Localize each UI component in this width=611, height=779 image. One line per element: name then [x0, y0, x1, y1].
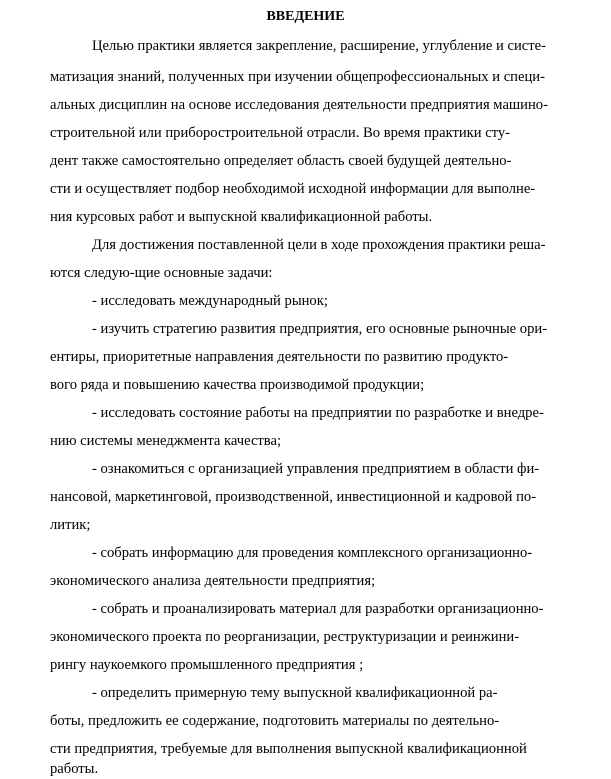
- text-line: Для достижения поставленной цели в ходе прохождения практики реша-: [92, 237, 546, 253]
- text-line: сти предприятия, требуемые для выполнения выпускной квалификационной: [50, 741, 527, 757]
- text-line: литик;: [50, 517, 91, 533]
- text-line: нансовой, маркетинговой, производственной, инвестиционной и кадровой по-: [50, 489, 537, 505]
- document-title: ВВЕДЕНИЕ: [266, 9, 345, 24]
- text-line: вого ряда и повышению качества производимой продукции;: [50, 377, 425, 393]
- text-line: ются следую-щие основные задачи:: [50, 265, 273, 281]
- text-line: ентиры, приоритетные направления деятельности по развитию продукто-: [50, 349, 509, 365]
- text-line: - собрать информацию для проведения комплексного организационно-: [92, 545, 533, 561]
- text-line: альных дисциплин на основе исследования деятельности предприятия машино-: [50, 97, 548, 113]
- text-line: экономического анализа деятельности предприятия;: [50, 573, 376, 589]
- text-line: сти и осуществляет подбор необходимой исходной информации для выполне-: [50, 181, 536, 197]
- text-line: ния курсовых работ и выпускной квалификационной работы.: [50, 209, 433, 225]
- text-line: нию системы менеджмента качества;: [50, 433, 282, 449]
- text-line: - ознакомиться с организацией управления предприятием в области фи-: [92, 461, 540, 477]
- text-line: - исследовать состояние работы на предприятии по разработке и внедре-: [92, 405, 544, 421]
- text-line: - изучить стратегию развития предприятия, его основные рыночные ори-: [92, 321, 548, 337]
- text-line: - собрать и проанализировать материал для разработки организационно-: [92, 601, 544, 617]
- text-line: Целью практики является закрепление, расширение, углубление и систе-: [92, 38, 546, 54]
- text-line: - определить примерную тему выпускной квалификационной ра-: [92, 685, 498, 701]
- text-line: матизация знаний, полученных при изучении общепрофессиональных и специ-: [50, 69, 545, 85]
- text-line: дент также самостоятельно определяет область своей будущей деятельно-: [50, 153, 512, 169]
- text-line: рингу наукоемкого промышленного предприятия ;: [50, 657, 364, 673]
- text-line: строительной или приборостроительной отрасли. Во время практики сту-: [50, 125, 511, 141]
- text-line: - исследовать международный рынок;: [92, 293, 328, 309]
- text-line: боты, предложить ее содержание, подготовить материалы по деятельно-: [50, 713, 500, 729]
- text-line: работы.: [50, 761, 99, 777]
- text-line: экономического проекта по реорганизации, реструктуризации и реинжини-: [50, 629, 520, 645]
